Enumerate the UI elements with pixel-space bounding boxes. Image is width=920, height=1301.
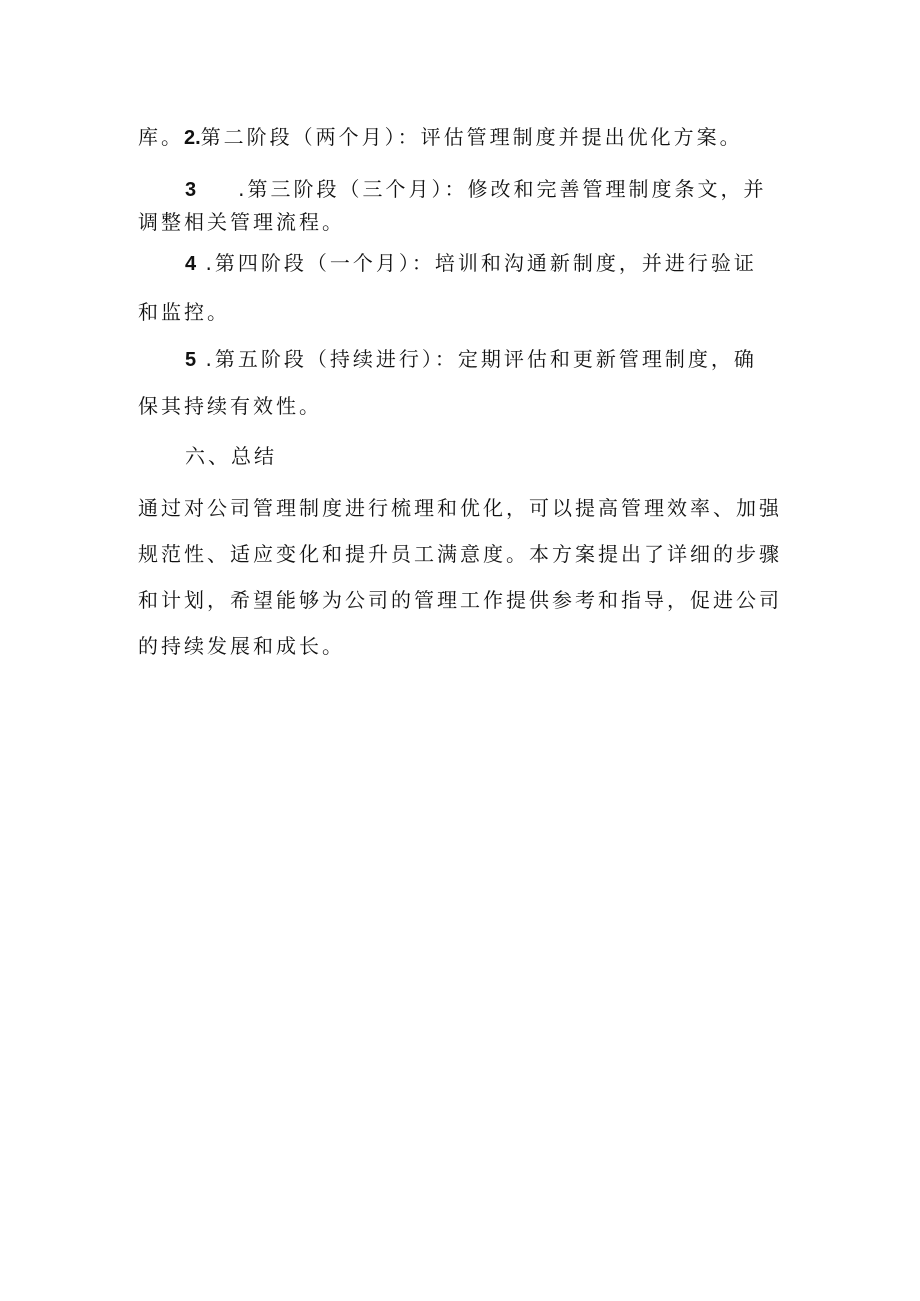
stage-5-line-2: 保其持续有效性。 bbox=[138, 394, 322, 418]
summary-paragraph bbox=[138, 485, 790, 669]
stage-2-line bbox=[138, 118, 790, 156]
stage-5-text: .第五阶段（持续进行）：定期评估和更新管理制度，确 bbox=[205, 347, 757, 371]
summary-line-2: 规范性、适应变化和提升员工满意度。本方案提出了详细的步骤 bbox=[138, 542, 782, 566]
stage-4-number: 4 bbox=[185, 253, 197, 275]
stage-3-paragraph bbox=[138, 170, 790, 241]
stage-4-text: .第四阶段（一个月）：培训和沟通新制度，并进行验证 bbox=[205, 251, 757, 275]
stage-3-number: 3 bbox=[185, 179, 197, 201]
stage-2-number: 2. bbox=[184, 127, 201, 149]
stage-4-line-2: 和监控。 bbox=[138, 300, 230, 324]
stage-3-line-2: 调整相关管理流程。 bbox=[138, 210, 345, 234]
stage-4-line-1 bbox=[138, 244, 790, 282]
summary-line-4: 的持续发展和成长。 bbox=[138, 634, 345, 658]
stage-2-text: 第二阶段（两个月）：评估管理制度并提出优化方案。 bbox=[200, 125, 743, 149]
summary-heading bbox=[138, 437, 790, 475]
stage-5-number: 5 bbox=[185, 349, 197, 371]
stage-4-paragraph bbox=[138, 244, 790, 331]
stage-5-paragraph bbox=[138, 340, 790, 425]
stage-5-line-1 bbox=[138, 340, 790, 378]
summary-line-1: 通过对公司管理制度进行梳理和优化，可以提高管理效率、加强 bbox=[138, 496, 782, 520]
summary-line-3: 和计划，希望能够为公司的管理工作提供参考和指导，促进公司 bbox=[138, 588, 782, 612]
stage-2-paragraph bbox=[138, 118, 790, 156]
previous-paragraph-end: 库。 bbox=[138, 125, 184, 149]
stage-3-text: .第三阶段（三个月）：修改和完善管理制度条文，并 bbox=[238, 177, 767, 201]
summary-heading-text: 六、总结 bbox=[185, 444, 277, 468]
